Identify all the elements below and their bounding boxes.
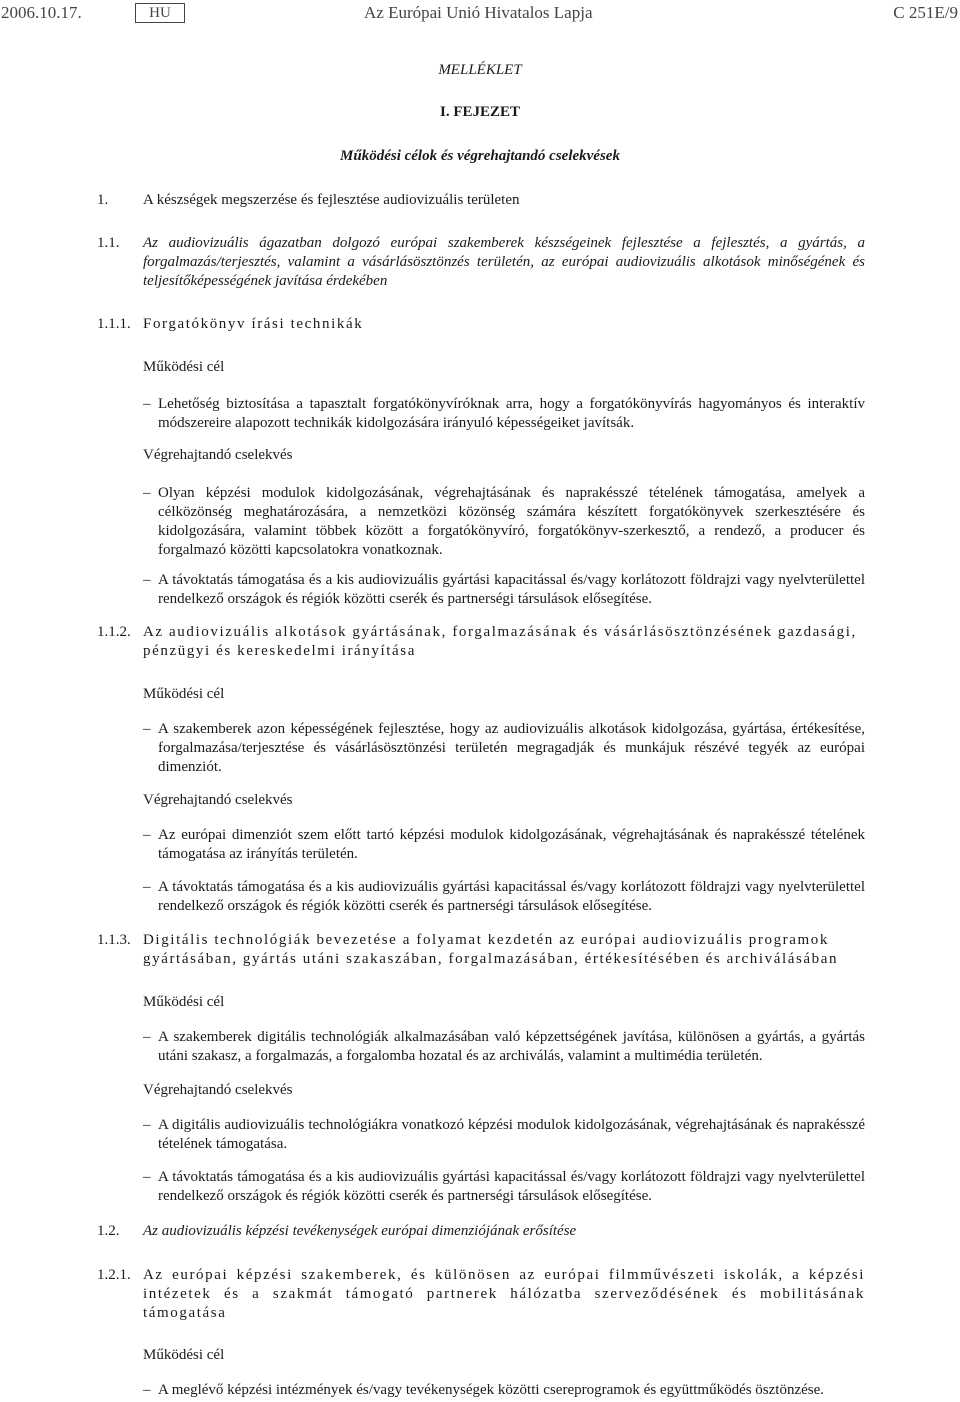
action-label: Végrehajtandó cselekvés bbox=[143, 792, 293, 808]
objective-text: A meglévő képzési intézmények és/vagy tevékenységek közötti csereprogramok és együttműködés ösztönzése. bbox=[158, 1382, 825, 1398]
section-1-2-number: 1.2. bbox=[97, 1223, 120, 1239]
chapter-title: Működési célok és végrehajtandó cselekvések bbox=[340, 148, 620, 164]
list-dash: – bbox=[143, 1382, 151, 1398]
objective-label: Működési cél bbox=[143, 1347, 225, 1363]
action-text: A távoktatás támogatása és a kis audiovizuális gyártási kapacitással és/vagy korlátozott földrajzi vagy nyelvterülettel rendelkező országok és régiók közötti cserék és partnerségi társulások elősegítése. bbox=[158, 572, 865, 607]
list-dash: – bbox=[143, 485, 151, 501]
list-dash: – bbox=[143, 827, 151, 843]
section-1-1-1-number: 1.1.1. bbox=[97, 316, 131, 332]
action-label: Végrehajtandó cselekvés bbox=[143, 447, 293, 463]
list-dash: – bbox=[143, 879, 151, 895]
action-text: A távoktatás támogatása és a kis audiovizuális gyártási kapacitással és/vagy korlátozott földrajzi vagy nyelvterülettel rendelkező országok és régiók közötti cserék és partnerségi társulások elősegítése. bbox=[158, 1169, 865, 1204]
list-dash: – bbox=[143, 396, 151, 412]
action-text: Az európai dimenziót szem előtt tartó képzési modulok kidolgozásának, végrehajtásának és naprakésszé tételének támogatása az irányítás területén. bbox=[158, 827, 865, 862]
section-1-2-1-number: 1.2.1. bbox=[97, 1267, 131, 1283]
action-text: A digitális audiovizuális technológiákra vonatkozó képzési modulok kidolgozásának, végrehajtásának és naprakésszé tételének támogatása. bbox=[158, 1117, 865, 1152]
section-1-1-number: 1.1. bbox=[97, 235, 120, 251]
objective-label: Működési cél bbox=[143, 686, 225, 702]
section-1-1-2-number: 1.1.2. bbox=[97, 624, 131, 640]
objective-text: A szakemberek digitális technológiák alkalmazásában való képzettségének javítása, különösen a gyártás, a gyártás utáni szakasz, a forgalmazás, a forgalomba hozatal és az archiválás, valamint a multimédia területén. bbox=[158, 1029, 865, 1064]
list-dash: – bbox=[143, 1029, 151, 1045]
action-text: A távoktatás támogatása és a kis audiovizuális gyártási kapacitással és/vagy korlátozott földrajzi vagy nyelvterülettel rendelkező országok és régiók közötti cserék és partnerségi társulások elősegítése. bbox=[158, 879, 865, 914]
list-dash: – bbox=[143, 572, 151, 588]
annex-label: MELLÉKLET bbox=[438, 62, 522, 78]
section-1-1-text: Az audiovizuális ágazatban dolgozó európai szakemberek készségeinek fejlesztése a fejlesztés, a gyártás, a forgalmazás/terjesztés, valamint a vásárlásösztönzés területén, az európai audiovizuális alkotások minőségének és teljesítőképességének javítása érdekében bbox=[143, 235, 865, 289]
action-label: Végrehajtandó cselekvés bbox=[143, 1082, 293, 1098]
language-badge: HU bbox=[135, 3, 185, 23]
section-1-2-1-title: Az európai képzési szakemberek, és különösen az európai filmművészeti iskolák, a képzési intézetek és a szakmát támogató partnerek hálózatba szerveződésének és mobilitásának támogatása bbox=[143, 1267, 865, 1321]
list-dash: – bbox=[143, 1169, 151, 1185]
objective-text: Lehetőség biztosítása a tapasztalt forgatókönyvíróknak arra, hogy a forgatókönyvírás hagyományos és interaktív módszereire alapozott technikák kidolgozására irányuló képességeiket javítsák. bbox=[158, 396, 865, 431]
header-date: 2006.10.17. bbox=[1, 3, 82, 22]
section-1-title: A készségek megszerzése és fejlesztése audiovizuális területen bbox=[143, 192, 520, 208]
action-text: Olyan képzési modulok kidolgozásának, végrehajtásának és naprakésszé tételének támogatása, amelyek a célközönség meghatározására, a nemzetközi közönség számára készített forgatókönyvek szerkesztésére és kidolgozására, valamint többek között a forgatókönyvíró, forgatókönyv-szerkesztő, a rendező, a producer és forgalmazó közötti kapcsolatokra vonatkoznak. bbox=[158, 485, 865, 558]
page-reference: C 251E/9 bbox=[893, 3, 958, 22]
section-1-1-2-title: Az audiovizuális alkotások gyártásának, forgalmazásának és vásárlásösztönzésének gazdasági, pénzügyi és kereskedelmi irányítása bbox=[143, 624, 857, 659]
section-1-1-3-number: 1.1.3. bbox=[97, 932, 131, 948]
section-1-1-1-title: Forgatókönyv írási technikák bbox=[143, 316, 364, 332]
section-1-2-title: Az audiovizuális képzési tevékenységek európai dimenziójának erősítése bbox=[143, 1223, 577, 1239]
journal-title: Az Európai Unió Hivatalos Lapja bbox=[364, 3, 593, 22]
list-dash: – bbox=[143, 721, 151, 737]
objective-label: Működési cél bbox=[143, 359, 225, 375]
section-1-1-3-title: Digitális technológiák bevezetése a folyamat kezdetén az európai audiovizuális programok gyártásában, gyártás utáni szakaszában, forgalmazásában, értékesítésében és archiválásában bbox=[143, 932, 839, 967]
objective-label: Működési cél bbox=[143, 994, 225, 1010]
list-dash: – bbox=[143, 1117, 151, 1133]
chapter-heading: I. FEJEZET bbox=[439, 104, 521, 120]
objective-text: A szakemberek azon képességének fejlesztése, hogy az audiovizuális alkotások kidolgozása, gyártása, értékesítése, forgalmazása/terjesztése és vásárlásösztönzési területén megragadják és munkájuk részévé tegyék az európai dimenziót. bbox=[158, 721, 865, 775]
section-1-number: 1. bbox=[97, 192, 109, 208]
